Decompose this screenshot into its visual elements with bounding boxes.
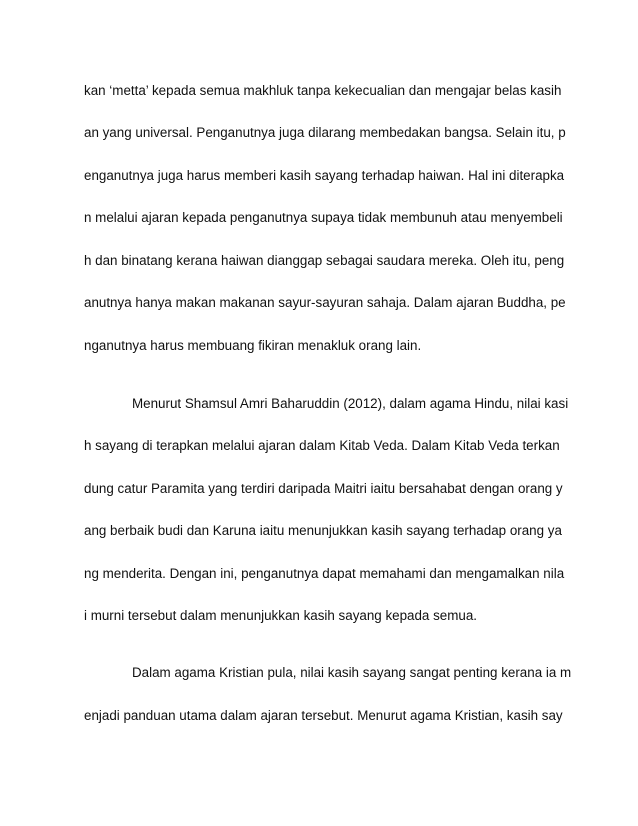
text-line: nganutnya harus membuang fikiran menakluk orang lain. <box>84 338 422 353</box>
text-line: ang berbaik budi dan Karuna iaitu menunjukkan kasih sayang terhadap orang ya <box>84 523 562 538</box>
text-line: i murni tersebut dalam menunjukkan kasih sayang kepada semua. <box>84 608 478 623</box>
text-line: an yang universal. Penganutnya juga dilarang membedakan bangsa. Selain itu, p <box>84 125 566 140</box>
text-line: dung catur Paramita yang terdiri daripada Maitri iaitu bersahabat dengan orang y <box>84 481 563 496</box>
paragraph-first-line: Menurut Shamsul Amri Baharuddin (2012), dalam agama Hindu, nilai kasi <box>132 396 569 411</box>
text-line: h dan binatang kerana haiwan dianggap sebagai saudara mereka. Oleh itu, peng <box>84 253 565 268</box>
text-line: enjadi panduan utama dalam ajaran tersebut. Menurut agama Kristian, kasih say <box>84 708 563 723</box>
text-line: kan ‘metta’ kepada semua makhluk tanpa kekecualian dan mengajar belas kasih <box>84 83 562 98</box>
text-line: enganutnya juga harus memberi kasih sayang terhadap haiwan. Hal ini diterapka <box>84 168 565 183</box>
text-line: n melalui ajaran kepada penganutnya supaya tidak membunuh atau menyembeli <box>84 210 563 225</box>
text-line: ng menderita. Dengan ini, penganutnya dapat memahami dan mengamalkan nila <box>84 566 565 581</box>
paragraph-first-line: Dalam agama Kristian pula, nilai kasih sayang sangat penting kerana ia m <box>132 665 572 680</box>
text-line: anutnya hanya makan makanan sayur-sayuran sahaja. Dalam ajaran Buddha, pe <box>84 295 566 310</box>
text-line: h sayang di terapkan melalui ajaran dalam Kitab Veda. Dalam Kitab Veda terkan <box>84 438 560 453</box>
